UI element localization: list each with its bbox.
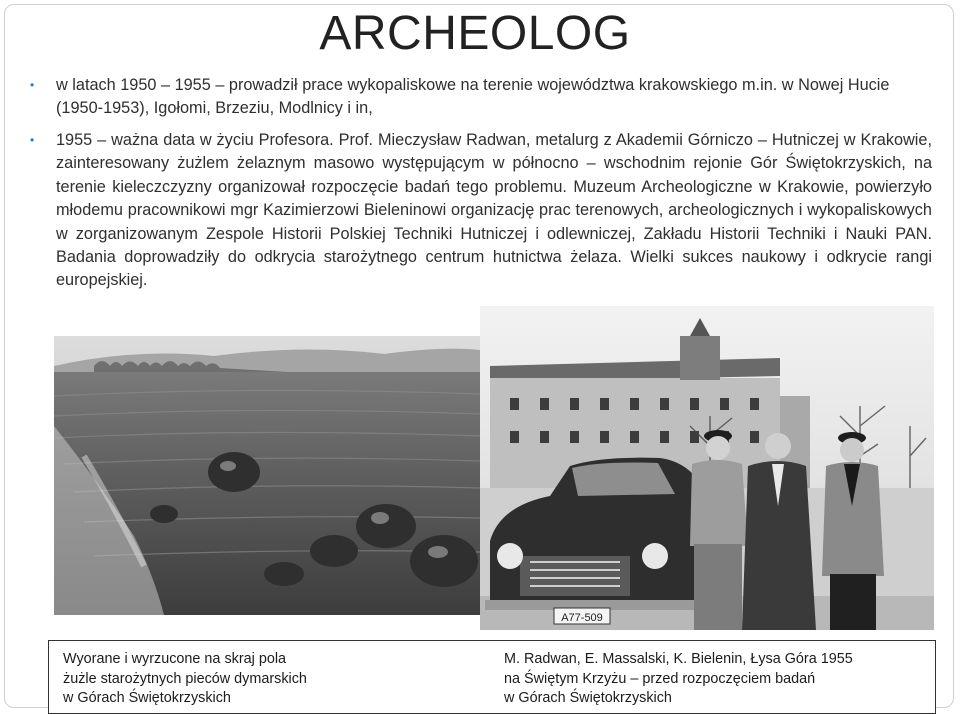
bullet-text: w latach 1950 – 1955 – prowadził prace wykopaliskowe na terenie województwa krakowskiego m.in. w Nowej Hucie (1950-1953), Igołomi, Brzeziu, Modlnicy i in, bbox=[56, 76, 890, 118]
caption-left bbox=[63, 650, 463, 709]
bullet-dot-icon: • bbox=[30, 78, 35, 92]
caption-left-line-2: żużle starożytnych pieców dymarskich bbox=[63, 670, 307, 687]
bullet-text: 1955 – ważna data w życiu Profesora. Prof. Mieczysław Radwan, metalurg z Akademii Górniczo – Hutniczej w Krakowie, zainteresowany żużlem żelaznym masowo występującym w północno – wschodnim rejonie Gór Świętokrzyskich, na terenie kieleczczyzny organizował rozpoczęcie badań tego problemu. Muzeum Archeologiczne w Krakowie, powierzyło młodemu pracownikowi mgr Kazimierzowi Bieleninowi organizację prac terenowych, archeologicznych i wykopaliskowych w zorganizowanym Zespole Historii Polskiej Techniki Hutniczej i odlewniczej, Zakładu Historii Techniki i Nauki PAN. Badania doprowadziły do odkrycia starożytnego centrum hutnictwa żelaza. Wielki sukces naukowy i odkrycie rangi europejskiej. bbox=[56, 131, 932, 290]
caption-right-line-2: na Świętym Krzyżu – przed rozpoczęciem badań bbox=[504, 670, 816, 687]
license-plate: A77-509 bbox=[561, 612, 603, 624]
field-slag-image bbox=[54, 336, 480, 615]
caption-right-line-3: w Górach Świętokrzyskich bbox=[504, 690, 672, 706]
caption-right bbox=[504, 650, 924, 709]
caption-right-line-1: M. Radwan, E. Massalski, K. Bielenin, Łysa Góra 1955 bbox=[504, 651, 853, 667]
expedition-image bbox=[480, 306, 934, 630]
field-slag-photo bbox=[54, 336, 480, 615]
caption-left-line-3: w Górach Świętokrzyskich bbox=[63, 690, 231, 706]
slide-title: ARCHEOLOG bbox=[319, 7, 631, 60]
expedition-photo bbox=[480, 306, 934, 630]
caption-left-line-1: Wyorane i wyrzucone na skraj pola bbox=[63, 651, 287, 667]
bullet-item-1 bbox=[30, 74, 936, 121]
bullet-item-2 bbox=[30, 129, 932, 293]
bullet-dot-icon: • bbox=[30, 133, 35, 147]
